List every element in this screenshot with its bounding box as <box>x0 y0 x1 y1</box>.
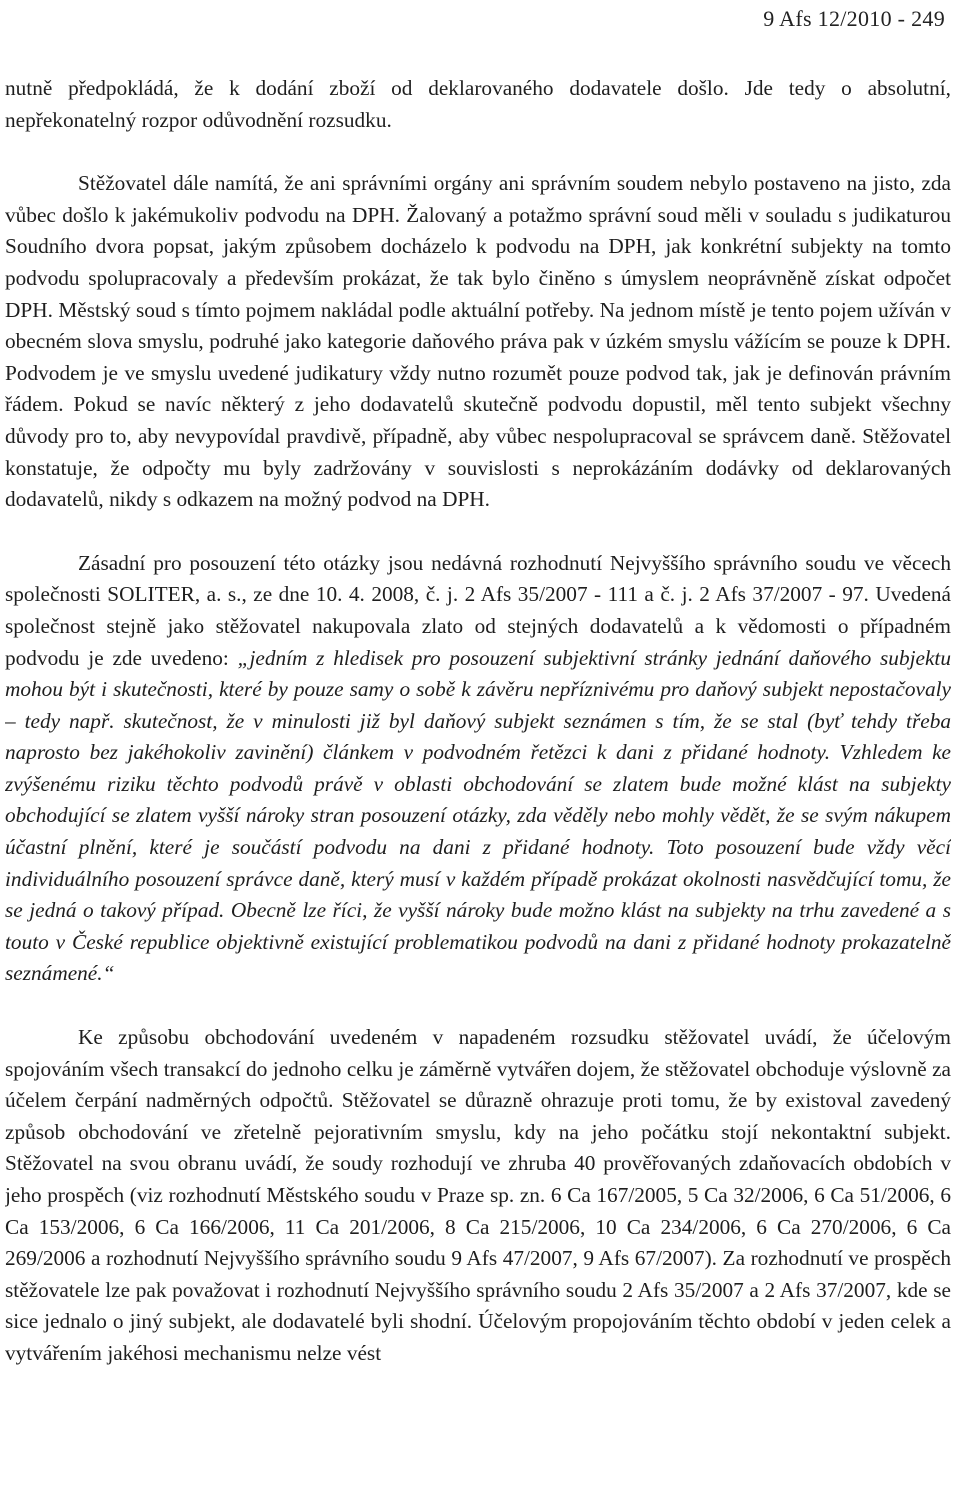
document-body <box>5 73 951 1402</box>
document-page <box>5 0 951 1510</box>
paragraph-trading-method: Ke způsobu obchodování uvedeném v napadeném rozsudku stěžovatel uvádí, že účelovým spojováním všech transakcí do jednoho celku je záměrně vytvářen dojem, že stěžovatel obchoduje výslovně za účelem čerpání nadměrných odpočtů. Stěžovatel se důrazně ohrazuje proti tomu, že by existoval zavedený způsob obchodování ve zřetelně pejorativním smyslu, kdy na jeho počátku stojí nekontaktní subjekt. Stěžovatel na svou obranu uvádí, že soudy rozhodují ve zhruba 40 prověřovaných zdaňovacích obdobích v jeho prospěch (viz rozhodnutí Městského soudu v Praze sp. zn. 6 Ca 167/2005, 5 Ca 32/2006, 6 Ca 51/2006, 6 Ca 153/2006, 6 Ca 166/2006, 11 Ca 201/2006, 8 Ca 215/2006, 10 Ca 234/2006, 6 Ca 270/2006, 6 Ca 269/2006 a rozhodnutí Nejvyššího správního soudu 9 Afs 47/2007, 9 Afs 67/2007). Za rozhodnutí ve prospěch stěžovatele lze pak považovat i rozhodnutí Nejvyššího správního soudu 2 Afs 35/2007 a 2 Afs 37/2007, kde se sice jednalo o jiný subjekt, ale dodavatelé byli shodní. Účelovým propojováním těchto období v jeden celek a vytvářením jakéhosi mechanismu nelze vést <box>5 1025 951 1365</box>
paragraph-continuation: nutně předpokládá, že k dodání zboží od deklarovaného dodavatele došlo. Jde tedy o absolutní, nepřekonatelný rozpor odůvodnění rozsudku. <box>5 76 951 132</box>
paragraph-objections: Stěžovatel dále namítá, že ani správními orgány ani správním soudem nebylo postaveno na jisto, zda vůbec došlo k jakémukoliv podvodu na DPH. Žalovaný a potažmo správní soud měli v souladu s judikaturou Soudního dvora popsat, jakým způsobem docházelo k podvodu na DPH, jak konkrétní subjekty na tomto podvodu spolupracovaly a především prokázat, že tak bylo činěno s úmyslem neoprávněně získat odpočet DPH. Městský soud s tímto pojmem nakládal podle aktuální potřeby. Na jednom místě je tento pojem užíván v obecném slova smyslu, podruhé jako kategorie daňového práva pak v úzkém smyslu vážícím se pouze k DPH. Podvodem je ve smyslu uvedené judikatury vždy nutno rozumět pouze podvod tak, jak je definován právním řádem. Pokud se navíc některý z jeho dodavatelů skutečně podvodu dopustil, měl tento subjekt všechny důvody pro to, aby nevypovídal pravdivě, případně, aby vůbec nespolupracoval se správcem daně. Stěžovatel konstatuje, že odpočty mu byly zadržovány v souvislosti s neprokázáním dodávky od deklarovaných dodavatelů, nikdy s odkazem na možný podvod na DPH. <box>5 171 951 512</box>
soliter-quotation: „jedním z hledisek pro posouzení subjektivní stránky jednání daňového subjektu mohou být i skutečnosti, které by pouze samy o sobě k závěru nepříznivému pro daňový subjekt nepostačovaly – tedy např. skutečnost, že v minulosti již byl daňový subjekt seznámen s tím, že se stal (byť tehdy třeba naprosto bez jakéhokoliv zavinění) článkem v podvodném řetězci k dani z přidané hodnoty. Vzhledem ke zvýšenému riziku těchto podvodů právě v oblasti obchodování se zlatem bude možné klást na subjekty obchodující se zlatem vyšší nároky stran posouzení otázky, zda věděly nebo mohly vědět, že se svým nákupem účastní plnění, které je součástí podvodu na dani z přidané hodnoty. Toto posouzení bude vždy věcí individuálního posouzení správce daně, který musí v každém případě prokázat okolnosti nasvědčující tomu, že se jedná o takový případ. Obecně lze říci, že vyšší nároky bude možno klást na subjekty na trhu zavedené a s touto v České republice objektivně existující problematikou podvodů na dani z přidané hodnoty prokazatelně seznámené.“ <box>5 645 951 986</box>
paragraph-soliter-intro: Zásadní pro posouzení této otázky jsou nedávná rozhodnutí Nejvyššího správního soudu ve věcech společnosti SOLITER, a. s., ze dne 10. 4. 2008, č. j. 2 Afs 35/2007 - 111 a č. j. 2 Afs 37/2007 - 97. Uvedená společnost stejně jako stěžovatel nakupovala zlato od stejných dodavatelů a k vědomosti o případném podvodu je zde uvedeno: <box>5 550 951 670</box>
case-number-header: 9 Afs 12/2010 - 249 <box>763 6 945 31</box>
paragraph-soliter <box>5 548 951 990</box>
